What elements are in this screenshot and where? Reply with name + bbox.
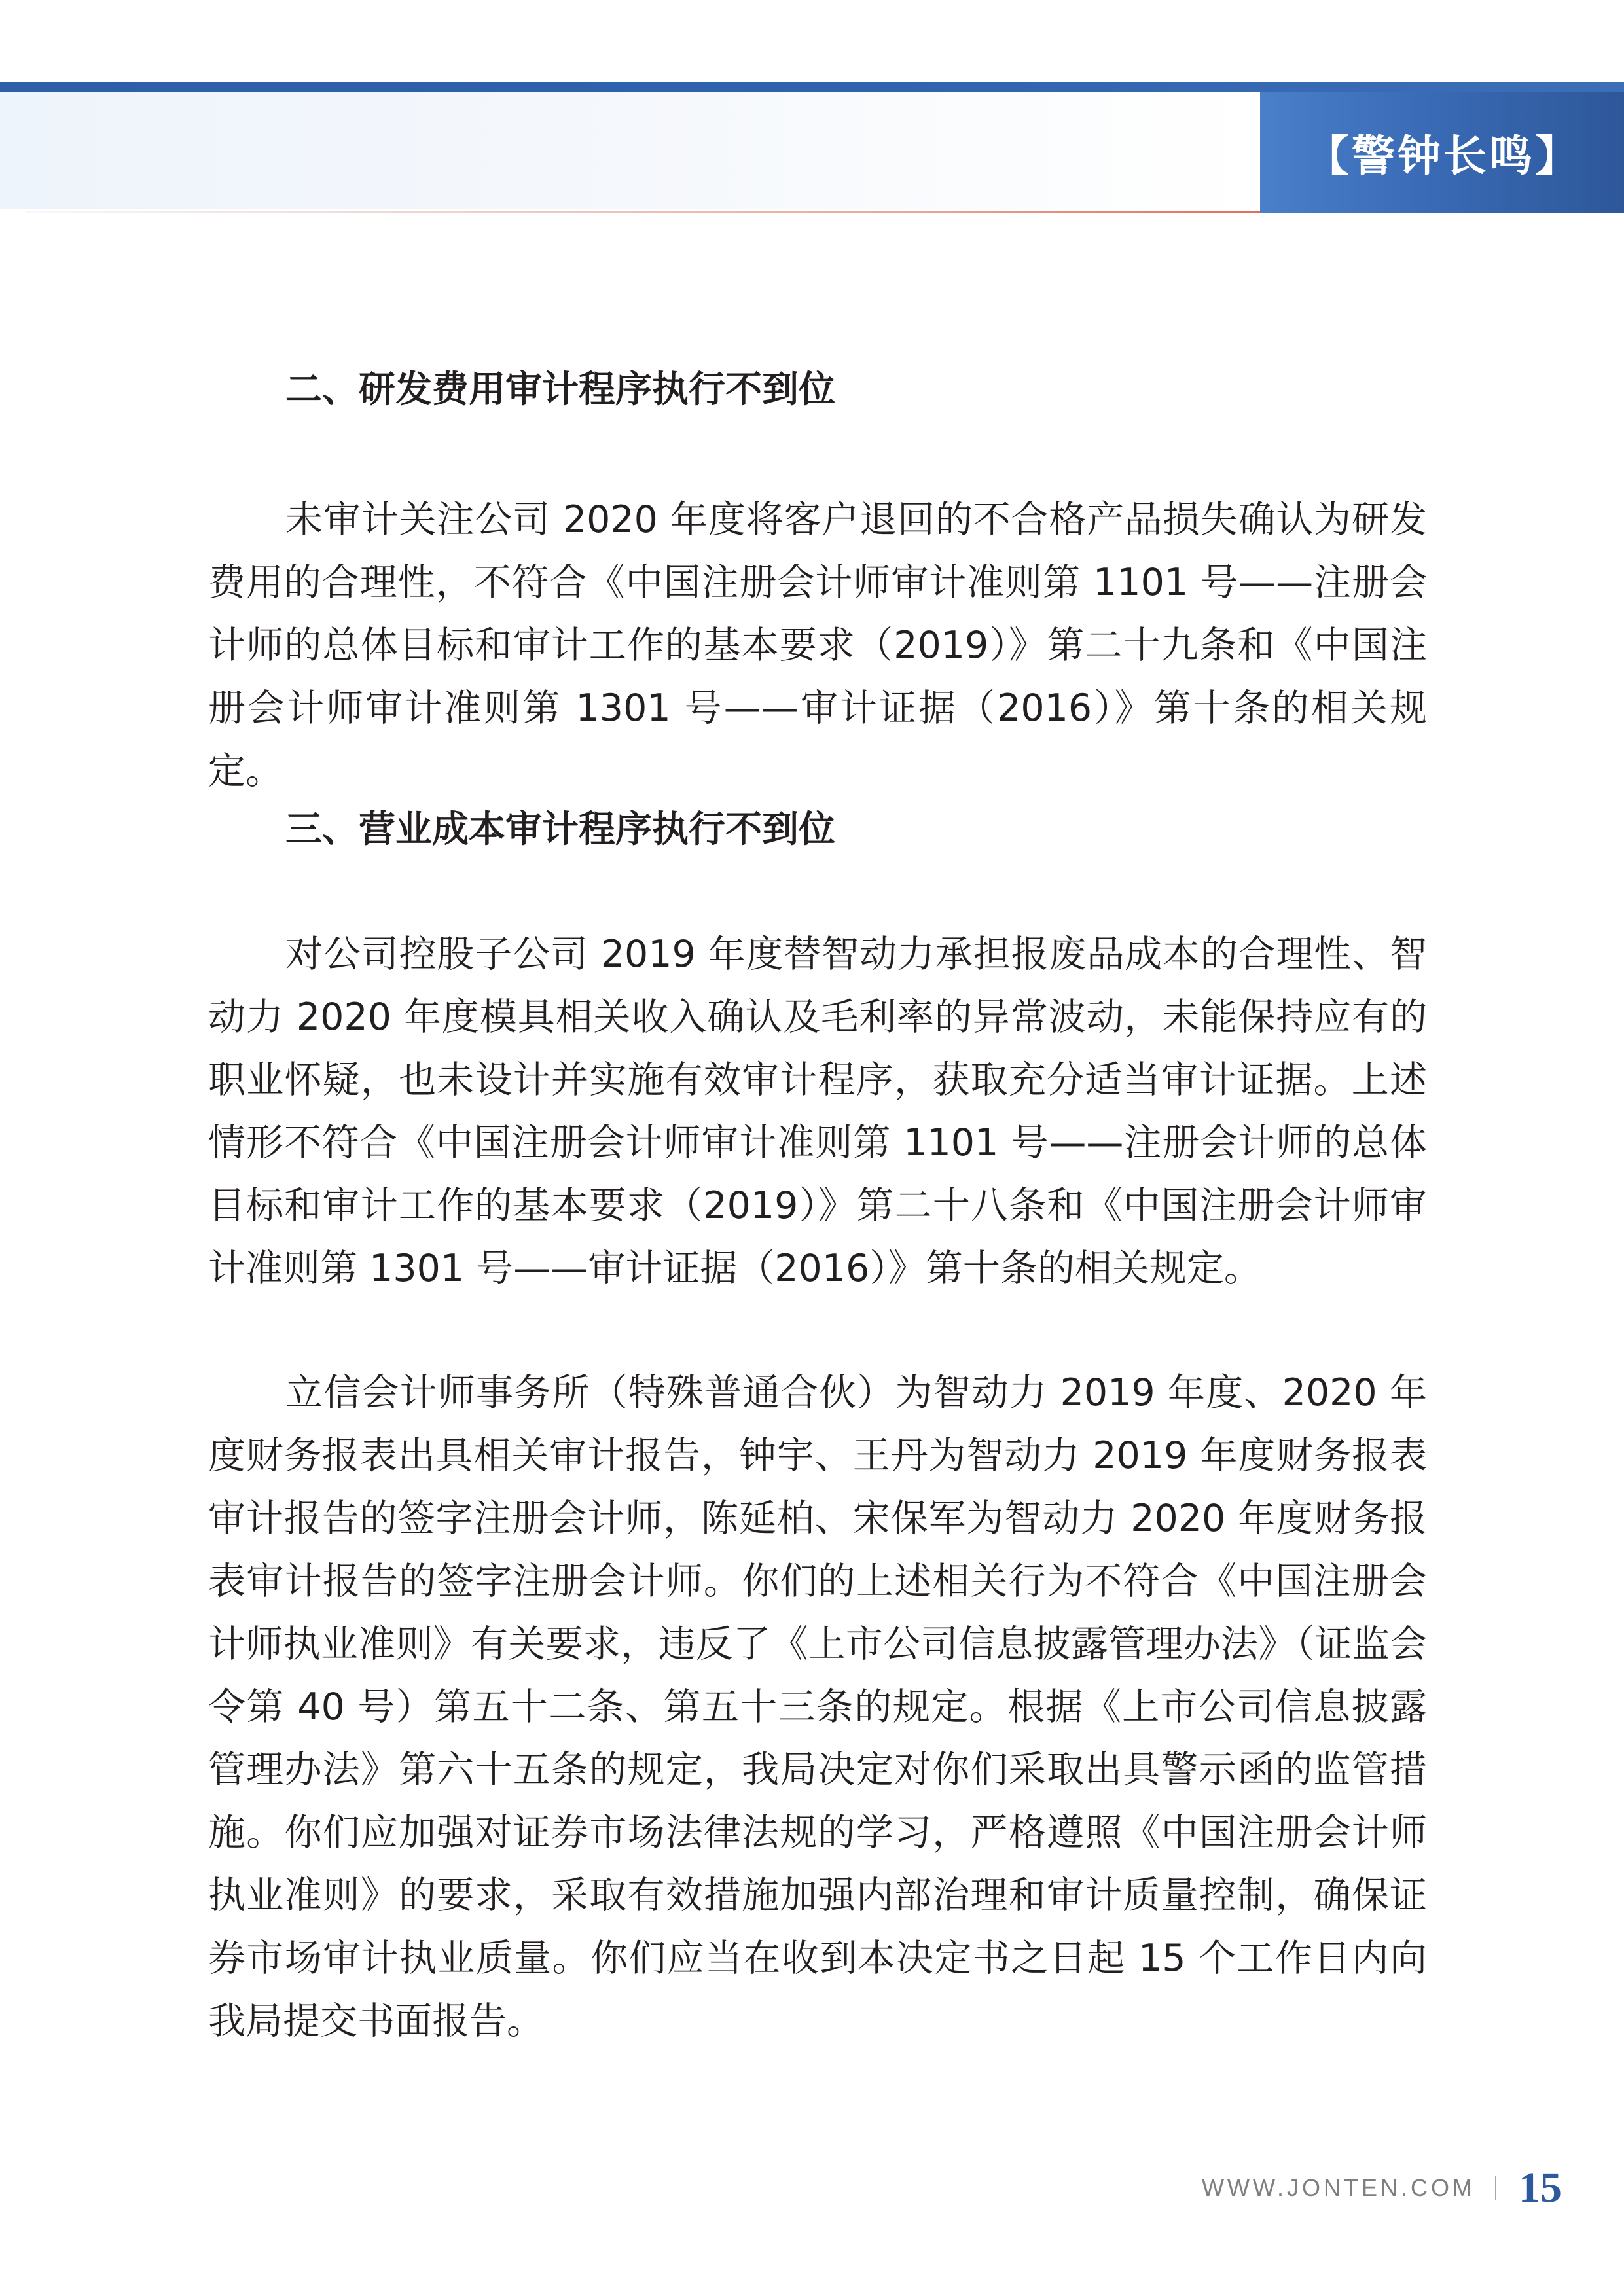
footer-divider [1495, 2176, 1496, 2200]
paragraph-operating-cost: 对公司控股子公司 2019 年度替智动力承担报废品成本的合理性、智动力 2020 年度模具相关收入确认及毛利率的异常波动，未能保持应有的职业怀疑，也未设计并实施有效审计程序，获取充分适当审计证据。上述情形不符合《中国注册会计师审计准则第 1101 号——注册会计师的总体目标和审计工作的基本要求（2019）》第二十八条和《中国注册会计师审计准则第 1301 号——审计证据（2016）》第十条的相关规定。 [208, 933, 1427, 1290]
section-heading-operating-cost: 三、营业成本审计程序执行不到位 [285, 808, 835, 851]
section-heading-rd-expense: 二、研发费用审计程序执行不到位 [285, 368, 835, 411]
section-tab-label: 【警钟长鸣】 [1306, 130, 1581, 181]
page-number: 15 [1519, 2164, 1562, 2212]
header-top-rule [0, 82, 1624, 92]
header-underline [26, 211, 1260, 213]
paragraph-conclusion: 立信会计师事务所（特殊普通合伙）为智动力 2019 年度、2020 年度财务报表出具相关审计报告，钟宇、王丹为智动力 2019 年度财务报表审计报告的签字注册会计师，陈延柏、宋保军为智动力 2020 年度财务报表审计报告的签字注册会计师。你们的上述相关行为不符合《中国注册会计师执业准则》有关要求，违反了《上市公司信息披露管理办法》（证监会令第 40 号）第五十二条、第五十三条的规定。根据《上市公司信息披露管理办法》第六十五条的规定，我局决定对你们采取出具警示函的监管措施。你们应加强对证券市场法律法规的学习，严格遵照《中国注册会计师执业准则》的要求，采取有效措施加强内部治理和审计质量控制，确保证券市场审计执业质量。你们应当在收到本决定书之日起 15 个工作日内向我局提交书面报告。 [208, 1371, 1427, 2043]
section-tab [1260, 92, 1624, 213]
header-band [0, 92, 1260, 209]
page-footer [1202, 2159, 1562, 2217]
footer-website: WWW.JONTEN.COM [1202, 2174, 1475, 2201]
paragraph-rd-expense: 未审计关注公司 2020 年度将客户退回的不合格产品损失确认为研发费用的合理性，不符合《中国注册会计师审计准则第 1101 号——注册会计师的总体目标和审计工作的基本要求（2019）》第二十九条和《中国注册会计师审计准则第 1301 号——审计证据（2016）》第十条的相关规定。 [208, 498, 1427, 793]
